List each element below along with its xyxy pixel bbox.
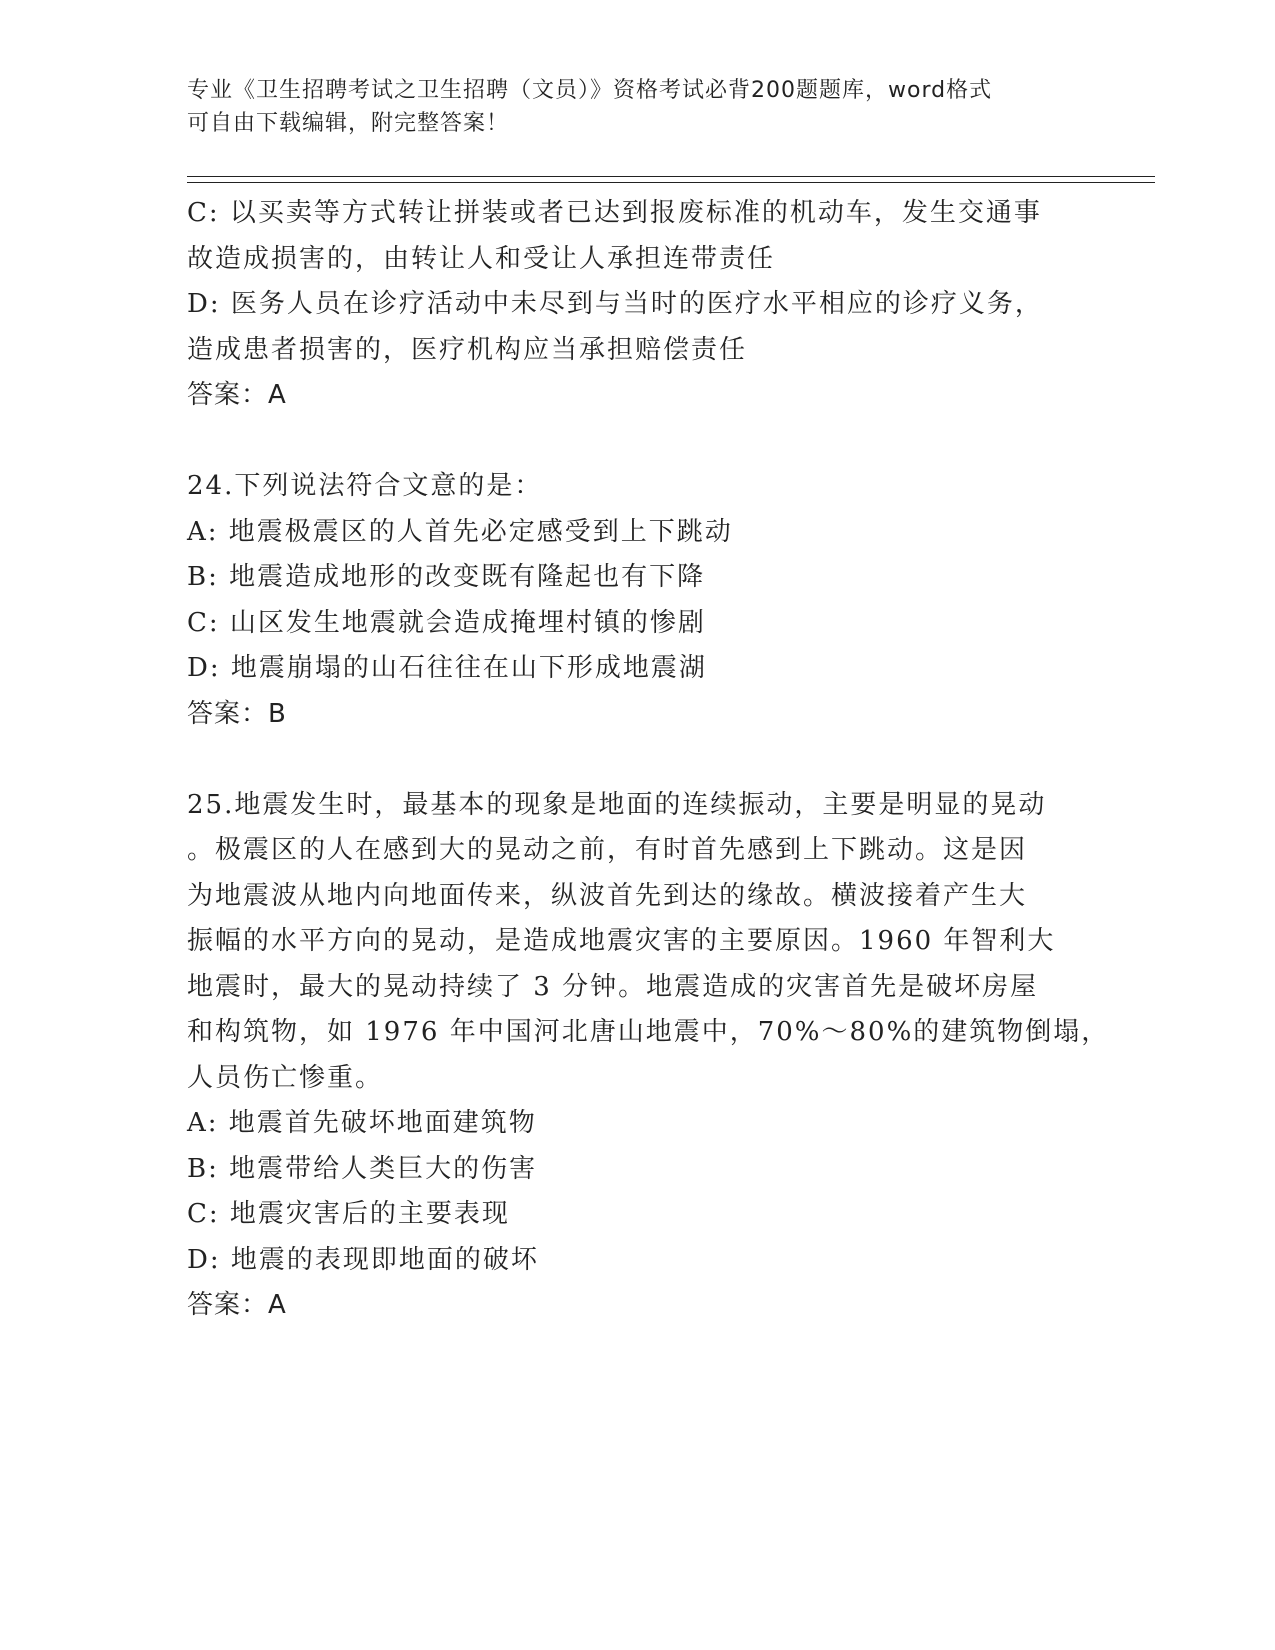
question-23-continued [187, 191, 1087, 419]
option-a: A: 地震极震区的人首先必定感受到上下跳动 [187, 516, 733, 547]
question-stem-line-1: 25.地震发生时，最基本的现象是地面的连续振动，主要是明显的晃动 [187, 789, 1047, 820]
header-title-line-1: 专业《卫生招聘考试之卫生招聘（文员）》资格考试必背200题题库，word格式 [187, 78, 993, 103]
header-divider-bottom [187, 182, 1155, 183]
question-stem-line-2: 。极震区的人在感到大的晃动之前，有时首先感到上下跳动。这是因 [187, 835, 1028, 865]
option-c: C: 山区发生地震就会造成掩埋村镇的惨剧 [187, 607, 706, 638]
question-25 [187, 783, 1110, 1329]
question-stem-line-3: 为地震波从地内向地面传来，纵波首先到达的缘故。横波接着产生大 [187, 880, 1028, 911]
document-body [187, 191, 1110, 1329]
header-divider-top [187, 176, 1155, 177]
option-d: D: 地震崩塌的山石往往在山下形成地震湖 [187, 653, 707, 683]
option-c-line-2: 故造成损害的，由转让人和受让人承担连带责任 [187, 243, 776, 274]
question-24 [187, 464, 1087, 737]
option-c: C: 地震灾害后的主要表现 [187, 1199, 510, 1229]
spacer [187, 737, 1087, 783]
option-c-line-1: C: 以买卖等方式转让拼装或者已达到报废标准的机动车，发生交通事 [187, 198, 1042, 228]
question-stem: 24.下列说法符合文意的是： [187, 471, 543, 501]
option-d-line-2: 造成患者损害的，医疗机构应当承担赔偿责任 [187, 334, 748, 365]
header-title-line-2: 可自由下载编辑，附完整答案！ [187, 111, 510, 136]
question-stem-line-7: 人员伤亡惨重。 [187, 1062, 384, 1093]
option-a: A: 地震首先破坏地面建筑物 [187, 1108, 537, 1138]
spacer [187, 419, 1087, 465]
question-stem-line-4: 振幅的水平方向的晃动，是造成地震灾害的主要原因。1960 年智利大 [187, 926, 1056, 956]
option-b: B: 地震造成地形的改变既有隆起也有下降 [187, 562, 706, 592]
option-d: D: 地震的表现即地面的破坏 [187, 1244, 539, 1275]
option-d-line-1: D: 医务人员在诊疗活动中未尽到与当时的医疗水平相应的诊疗义务， [187, 289, 1043, 319]
answer-label: 答案：A [187, 1290, 287, 1320]
question-stem-line-6: 和构筑物，如 1976 年中国河北唐山地震中，70%～80%的建筑物倒塌， [187, 1017, 1110, 1047]
option-b: B: 地震带给人类巨大的伤害 [187, 1153, 538, 1184]
question-stem-line-5: 地震时，最大的晃动持续了 3 分钟。地震造成的灾害首先是破坏房屋 [187, 971, 1039, 1002]
answer-label: 答案：A [187, 380, 287, 410]
document-header [187, 74, 1087, 140]
answer-label: 答案：B [187, 698, 287, 729]
